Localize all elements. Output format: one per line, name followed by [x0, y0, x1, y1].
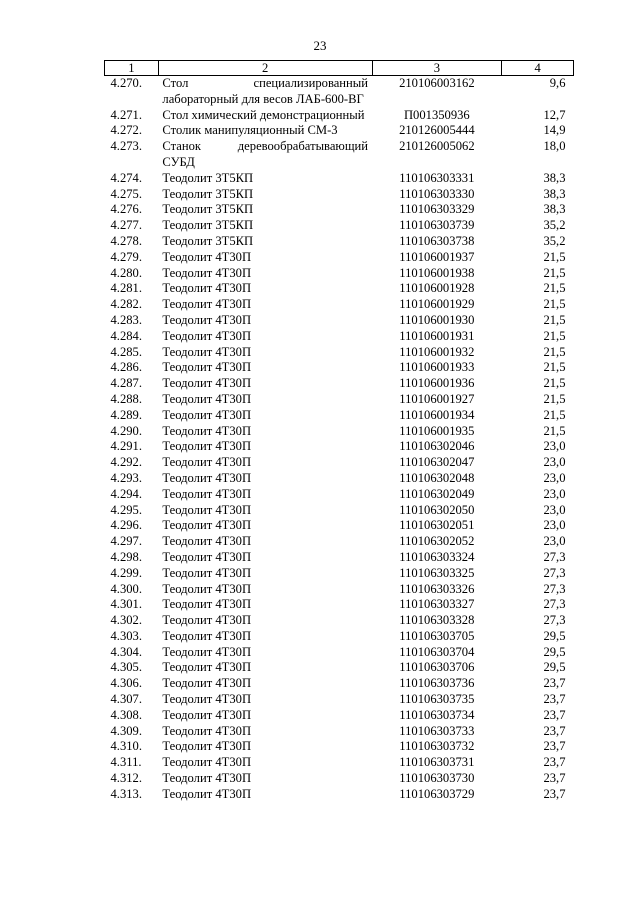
item-name: Теодолит 3Т5КП	[162, 186, 254, 201]
inventory-code: 110106303329	[399, 202, 475, 217]
table-row	[105, 408, 574, 424]
row-number: 4.273.	[110, 139, 142, 154]
item-value: 27,3	[543, 549, 566, 564]
row-number: 4.310.	[110, 739, 142, 754]
row-number: 4.311.	[110, 755, 142, 770]
row-number: 4.275.	[110, 186, 142, 201]
inventory-code: 110106303331	[399, 170, 475, 185]
row-number: 4.299.	[110, 565, 142, 580]
page-number: 23	[313, 38, 327, 53]
item-value: 23,0	[543, 455, 566, 470]
inventory-code: 110106303326	[399, 581, 475, 596]
table-row	[105, 439, 574, 455]
item-name: Теодолит 4Т30П	[162, 486, 252, 501]
inventory-code: 110106001935	[399, 423, 475, 438]
item-value: 21,5	[543, 391, 566, 406]
inventory-code: 110106303328	[399, 613, 475, 628]
inventory-code: 110106303705	[399, 628, 475, 643]
table-row	[105, 487, 574, 503]
table-row	[105, 123, 574, 139]
table-row	[105, 471, 574, 487]
item-name: Теодолит 4Т30П	[162, 297, 252, 312]
inventory-code: 110106001929	[399, 297, 475, 312]
table-row	[105, 566, 574, 582]
inventory-code: 110106303731	[399, 755, 475, 770]
row-number: 4.295.	[110, 502, 142, 517]
row-number: 4.304.	[110, 644, 142, 659]
table-row	[105, 313, 574, 329]
item-name: Теодолит 4Т30П	[162, 755, 252, 770]
item-name: Теодолит 4Т30П	[162, 249, 252, 264]
item-value: 35,2	[543, 233, 566, 248]
inventory-code: 110106303706	[399, 660, 475, 675]
table-row	[105, 250, 574, 266]
item-name: Теодолит 4Т30П	[162, 707, 252, 722]
table-row	[105, 582, 574, 598]
item-name: Теодолит 4Т30П	[162, 628, 252, 643]
table-row	[105, 139, 574, 171]
table-row	[105, 645, 574, 661]
table-row	[105, 724, 574, 740]
item-name: Стол химический демонстрационный	[162, 107, 365, 122]
row-number: 4.287.	[110, 376, 142, 391]
inventory-code: 110106302050	[399, 502, 475, 517]
row-number: 4.277.	[110, 218, 142, 233]
row-number: 4.288.	[110, 391, 142, 406]
row-number: 4.302.	[110, 613, 142, 628]
item-value: 23,7	[543, 723, 566, 738]
item-name: Теодолит 4Т30П	[162, 723, 252, 738]
row-number: 4.278.	[110, 233, 142, 248]
inventory-code: 110106001931	[399, 328, 475, 343]
inventory-code: 110106001932	[399, 344, 475, 359]
inventory-code: 110106302047	[399, 455, 475, 470]
table-row	[105, 708, 574, 724]
inventory-code: 110106302049	[399, 486, 475, 501]
table-row	[105, 787, 574, 803]
inventory-code: 110106302048	[399, 470, 475, 485]
table-row	[105, 171, 574, 187]
item-name: Теодолит 3Т5КП	[162, 218, 254, 233]
inventory-code: 210126005444	[399, 123, 475, 138]
inventory-code: 110106302051	[399, 518, 475, 533]
table-row	[105, 329, 574, 345]
item-name: Теодолит 4Т30П	[162, 644, 252, 659]
row-number: 4.286.	[110, 360, 142, 375]
item-name: Теодолит 4Т30П	[162, 455, 252, 470]
table-row	[105, 424, 574, 440]
row-number: 4.294.	[110, 486, 142, 501]
table-row	[105, 376, 574, 392]
inventory-code: 110106001936	[399, 376, 475, 391]
row-number: 4.307.	[110, 692, 142, 707]
item-name: Теодолит 4Т30П	[162, 423, 252, 438]
header-col-1: 1	[105, 61, 159, 76]
item-name: Теодолит 4Т30П	[162, 692, 252, 707]
item-value: 21,5	[543, 407, 566, 422]
item-value: 21,5	[543, 328, 566, 343]
inventory-code: 110106303732	[399, 739, 475, 754]
item-value: 29,5	[543, 644, 566, 659]
item-value: 35,2	[543, 218, 566, 233]
inventory-code: 110106302046	[399, 439, 475, 454]
table-row	[105, 518, 574, 534]
inventory-code: 210106003162	[399, 76, 475, 90]
item-value: 21,5	[543, 423, 566, 438]
row-number: 4.290.	[110, 423, 142, 438]
item-value: 23,0	[543, 518, 566, 533]
item-name: Теодолит 4Т30П	[162, 676, 252, 691]
table-row	[105, 455, 574, 471]
table-row	[105, 755, 574, 771]
row-number: 4.292.	[110, 455, 142, 470]
header-row	[105, 61, 574, 76]
row-number: 4.291.	[110, 439, 142, 454]
inventory-code: П001350936	[403, 107, 470, 122]
inventory-code: 110106001938	[399, 265, 475, 280]
inventory-code: 110106001934	[399, 407, 475, 422]
item-name: Теодолит 4Т30П	[162, 613, 252, 628]
table-row	[105, 266, 574, 282]
inventory-code: 110106303704	[399, 644, 475, 659]
inventory-code: 110106303324	[399, 549, 475, 564]
table-row	[105, 692, 574, 708]
item-value: 23,0	[543, 470, 566, 485]
row-number: 4.305.	[110, 660, 142, 675]
item-value: 27,3	[543, 565, 566, 580]
table-row	[105, 597, 574, 613]
equipment-table	[104, 60, 574, 803]
item-value: 29,5	[543, 628, 566, 643]
inventory-code: 110106303734	[399, 707, 475, 722]
row-number: 4.279.	[110, 249, 142, 264]
item-name: Теодолит 4Т30П	[162, 344, 252, 359]
item-name: Теодолит 3Т5КП	[162, 202, 254, 217]
item-name: Столик манипуляционный СМ-3	[162, 123, 338, 138]
row-number: 4.301.	[110, 597, 142, 612]
item-name: Теодолит 4Т30П	[162, 660, 252, 675]
item-name: Теодолит 4Т30П	[162, 439, 252, 454]
item-value: 23,7	[543, 786, 566, 801]
inventory-code: 110106303729	[399, 786, 475, 801]
table-body	[105, 76, 574, 803]
inventory-code: 110106303327	[399, 597, 475, 612]
item-value: 21,5	[543, 281, 566, 296]
item-value: 27,3	[543, 581, 566, 596]
table-header	[105, 61, 574, 76]
item-value: 12,7	[543, 107, 566, 122]
item-name: Теодолит 3Т5КП	[162, 233, 254, 248]
item-value: 29,5	[543, 660, 566, 675]
row-number: 4.284.	[110, 328, 142, 343]
inventory-code: 110106303736	[399, 676, 475, 691]
table-row	[105, 392, 574, 408]
inventory-code: 110106303730	[399, 771, 475, 786]
row-number: 4.298.	[110, 549, 142, 564]
row-number: 4.282.	[110, 297, 142, 312]
header-col-4: 4	[502, 61, 574, 76]
row-number: 4.280.	[110, 265, 142, 280]
item-name: Теодолит 4Т30П	[162, 312, 252, 327]
row-number: 4.308.	[110, 707, 142, 722]
row-number: 4.276.	[110, 202, 142, 217]
item-value: 21,5	[543, 376, 566, 391]
table-row	[105, 739, 574, 755]
inventory-code: 110106303735	[399, 692, 475, 707]
item-name: Теодолит 4Т30П	[162, 265, 252, 280]
inventory-code: 110106001928	[399, 281, 475, 296]
item-value: 23,7	[543, 755, 566, 770]
row-number: 4.309.	[110, 723, 142, 738]
item-name: Теодолит 4Т30П	[162, 328, 252, 343]
table-row	[105, 629, 574, 645]
header-col-3: 3	[372, 61, 502, 76]
table-row	[105, 550, 574, 566]
item-value: 23,0	[543, 502, 566, 517]
item-value: 18,0	[543, 139, 566, 154]
item-name: Теодолит 4Т30П	[162, 281, 252, 296]
item-value: 38,3	[543, 202, 566, 217]
inventory-code: 110106303739	[399, 218, 475, 233]
inventory-code: 110106001930	[399, 312, 475, 327]
item-value: 23,7	[543, 707, 566, 722]
item-value: 21,5	[543, 265, 566, 280]
row-number: 4.296.	[110, 518, 142, 533]
row-number: 4.289.	[110, 407, 142, 422]
item-value: 27,3	[543, 613, 566, 628]
row-number: 4.313.	[110, 786, 142, 801]
table-row	[105, 345, 574, 361]
item-value: 23,0	[543, 534, 566, 549]
item-value: 21,5	[543, 312, 566, 327]
row-number: 4.271.	[110, 107, 142, 122]
header-col-2: 2	[158, 61, 372, 76]
inventory-code: 110106303330	[399, 186, 475, 201]
table-row	[105, 297, 574, 313]
item-name: Теодолит 4Т30П	[162, 470, 252, 485]
item-value: 21,5	[543, 297, 566, 312]
item-value: 9,6	[549, 76, 566, 90]
table-row	[105, 360, 574, 376]
item-value: 23,7	[543, 739, 566, 754]
table-row	[105, 218, 574, 234]
row-number: 4.274.	[110, 170, 142, 185]
inventory-code: 110106001933	[399, 360, 475, 375]
item-value: 23,0	[543, 439, 566, 454]
item-name: Теодолит 4Т30П	[162, 597, 252, 612]
row-number: 4.293.	[110, 470, 142, 485]
table-row	[105, 108, 574, 124]
table-row	[105, 503, 574, 519]
inventory-code: 110106303738	[399, 233, 475, 248]
row-number: 4.281.	[110, 281, 142, 296]
item-name: Теодолит 4Т30П	[162, 518, 252, 533]
table-row	[105, 613, 574, 629]
item-name: Теодолит 4Т30П	[162, 771, 252, 786]
row-number: 4.272.	[110, 123, 142, 138]
item-value: 21,5	[543, 360, 566, 375]
row-number: 4.297.	[110, 534, 142, 549]
item-name: Станок деревообрабатывающий СУБД	[162, 139, 368, 169]
item-value: 14,9	[543, 123, 566, 138]
table-row	[105, 676, 574, 692]
item-name: Теодолит 4Т30П	[162, 407, 252, 422]
item-value: 38,3	[543, 186, 566, 201]
row-number: 4.285.	[110, 344, 142, 359]
inventory-code: 110106303733	[399, 723, 475, 738]
inventory-code: 110106001927	[399, 391, 475, 406]
item-name: Теодолит 4Т30П	[162, 376, 252, 391]
row-number: 4.306.	[110, 676, 142, 691]
item-name: Теодолит 4Т30П	[162, 391, 252, 406]
item-value: 21,5	[543, 344, 566, 359]
table-row	[105, 202, 574, 218]
item-name: Теодолит 4Т30П	[162, 360, 252, 375]
item-name: Теодолит 4Т30П	[162, 739, 252, 754]
item-name: Теодолит 4Т30П	[162, 581, 252, 596]
inventory-code: 110106303325	[399, 565, 475, 580]
item-value: 23,0	[543, 486, 566, 501]
item-value: 38,3	[543, 170, 566, 185]
row-number: 4.303.	[110, 628, 142, 643]
item-name: Теодолит 4Т30П	[162, 565, 252, 580]
item-value: 23,7	[543, 676, 566, 691]
item-value: 23,7	[543, 771, 566, 786]
table-row	[105, 76, 574, 108]
row-number: 4.312.	[110, 771, 142, 786]
row-number: 4.283.	[110, 312, 142, 327]
table-row	[105, 660, 574, 676]
item-name: Теодолит 4Т30П	[162, 786, 252, 801]
table-row	[105, 771, 574, 787]
inventory-code: 110106001937	[399, 249, 475, 264]
item-value: 27,3	[543, 597, 566, 612]
item-name: Теодолит 4Т30П	[162, 534, 252, 549]
row-number: 4.270.	[110, 76, 142, 90]
row-number: 4.300.	[110, 581, 142, 596]
item-value: 23,7	[543, 692, 566, 707]
table-row	[105, 187, 574, 203]
item-name: Теодолит 3Т5КП	[162, 170, 254, 185]
item-name: Теодолит 4Т30П	[162, 549, 252, 564]
item-value: 21,5	[543, 249, 566, 264]
table-row	[105, 234, 574, 250]
table-row	[105, 281, 574, 297]
inventory-code: 110106302052	[399, 534, 475, 549]
item-name: Стол специализированный лабораторный для весов ЛАБ-600-ВГ	[162, 76, 368, 106]
item-name: Теодолит 4Т30П	[162, 502, 252, 517]
inventory-code: 210126005062	[399, 139, 475, 154]
table-row	[105, 534, 574, 550]
